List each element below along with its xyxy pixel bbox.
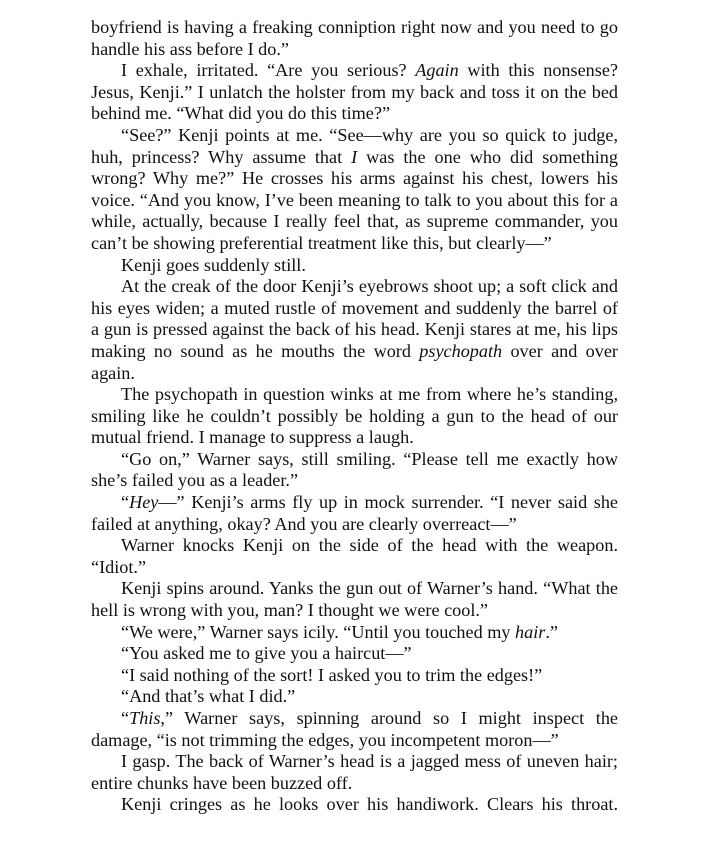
text-run: “ [121, 492, 130, 513]
text-run: —” Kenji’s arms fly up in mock surrender. “I never said she failed at anything, okay? And you are clearly overreact—” [91, 492, 618, 534]
italic-text: psychopath [419, 340, 503, 361]
text-run: “I said nothing of the sort! I asked you to trim the edges!” [121, 664, 543, 685]
paragraph [91, 125, 618, 255]
text-run: over and over again. [91, 340, 618, 383]
text-run: “ [121, 708, 130, 728]
text-run: Kenji spins around. Yanks the gun out of Warner’s hand. “What the hell is wrong with you, man? I thought we were cool.” [91, 578, 618, 621]
text-run: ,” Warner says, spinning around so I might inspect the damage, “is not trimming the edges, you incompetent moron—” [91, 708, 618, 750]
text-run: Warner knocks Kenji on the side of the head with the weapon. “Idiot.” [91, 535, 618, 577]
text-run: boyfriend is having a freaking conniption right now and you need to go handle his ass before I do.” [91, 17, 618, 59]
paragraph [91, 708, 618, 751]
text-run: .” [545, 621, 558, 642]
paragraph [91, 535, 618, 578]
paragraph [91, 60, 618, 125]
paragraph [91, 622, 618, 644]
italic-text: Hey [129, 492, 159, 513]
paragraph [91, 384, 618, 449]
paragraph [91, 665, 618, 687]
text-run: “And that’s what I did.” [121, 686, 296, 707]
italic-text: hair [515, 621, 546, 642]
text-run: “See?” Kenji points at me. “See—why are you so quick to judge, huh, princess? Why assume that [91, 124, 618, 167]
text-run: I gasp. The back of Warner’s head is a jagged mess of uneven hair; entire chunks have been buzzed off. [91, 751, 618, 793]
text-run: At the creak of the door Kenji’s eyebrows shoot up; a soft click and his eyes widen; a muted rustle of movement and suddenly the barrel of a gun is pressed against the back of his head. Kenji stares at me, his lips making no sound as he mouths the word [91, 276, 618, 361]
paragraph [91, 578, 618, 621]
text-run: “You asked me to give you a haircut—” [121, 643, 412, 664]
paragraph [91, 643, 618, 665]
paragraph [91, 17, 618, 60]
paragraph [91, 686, 618, 708]
paragraph [91, 449, 618, 492]
italic-text: I [351, 146, 358, 167]
paragraph [91, 751, 618, 794]
paragraph [91, 276, 618, 384]
italic-text: This [129, 708, 161, 728]
text-run: I exhale, irritated. “Are you serious? [121, 60, 416, 81]
text-run: with this nonsense? Jesus, Kenji.” I unlatch the holster from my back and toss it on the bed behind me. “What did you do this time?” [91, 60, 618, 124]
book-page [91, 17, 618, 816]
italic-text: Again [415, 60, 459, 81]
paragraph [91, 492, 618, 535]
text-run: Kenji cringes as he looks over his handiwork. Clears his throat. [121, 794, 618, 815]
text-run: Kenji goes suddenly still. [121, 254, 306, 275]
paragraph [91, 794, 618, 816]
text-run: “Go on,” Warner says, still smiling. “Please tell me exactly how she’s failed you as a leader.” [91, 448, 618, 491]
text-run: was the one who did something wrong? Why me?” He crosses his arms against his chest, lowers his voice. “And you know, I’ve been meaning to talk to you about this for a while, actually, because I really feel that, as supreme commander, you can’t be showing preferential treatment like this, but clearly—” [91, 146, 618, 253]
text-run: The psychopath in question winks at me from where he’s standing, smiling like he couldn’t possibly be holding a gun to the head of our mutual friend. I manage to suppress a laugh. [91, 384, 618, 448]
paragraph [91, 255, 618, 277]
text-run: “We were,” Warner says icily. “Until you touched my [121, 621, 516, 642]
